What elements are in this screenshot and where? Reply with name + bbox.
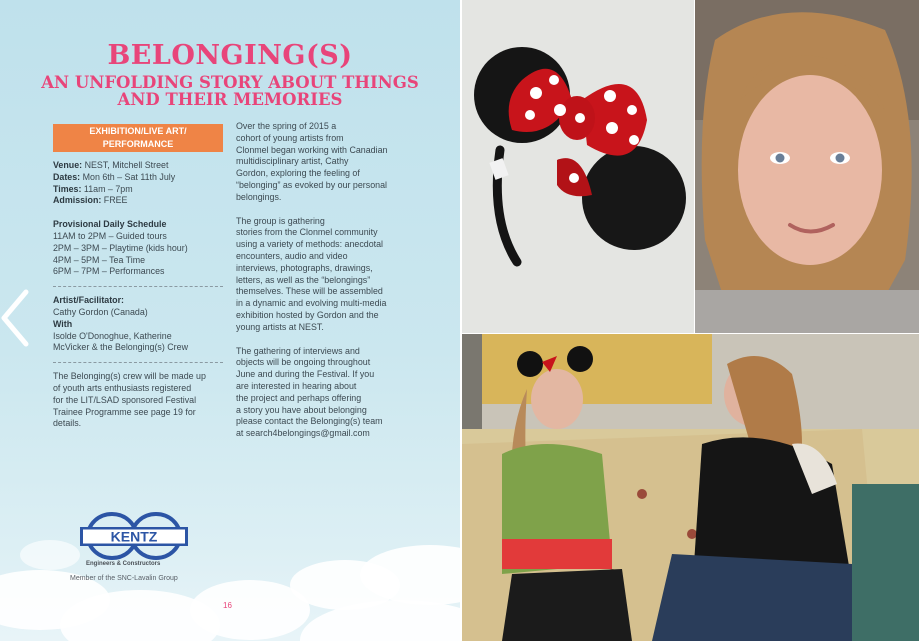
dates-line: Dates: Mon 6th – Sat 11th July	[53, 171, 176, 182]
divider	[53, 286, 223, 287]
schedule-item: 6PM – 7PM – Performances	[53, 266, 165, 277]
schedule-heading: Provisional Daily Schedule	[53, 219, 167, 230]
times-line: Times: 11am – 7pm	[53, 183, 133, 194]
schedule-item: 4PM – 5PM – Tea Time	[53, 254, 146, 265]
page-subtitle: AN UNFOLDING STORY ABOUT THINGS AND THEIR MEMORIES	[41, 73, 419, 109]
photo-minnie-ears	[462, 0, 694, 333]
sponsor-group: Member of the SNC-Lavalin Group	[70, 575, 178, 582]
contact-paragraph: The gathering of interviews and objects will be ongoing throughout June and during the Festival. If you are interested in hearing about the project and perhaps offering a story you have about belonging please contact the Belonging(s) team at search4belongings@gmail.com	[236, 345, 383, 439]
previous-page-arrow[interactable]	[0, 288, 30, 348]
photo-portrait	[695, 0, 919, 333]
artist-name: Cathy Gordon (Canada)	[53, 306, 148, 317]
body-text-column	[236, 121, 406, 440]
page-title: BELONGING(S)	[107, 40, 353, 71]
kentz-logo	[74, 512, 194, 562]
event-details-column: Venue: NEST, Mitchell Street Dates: Mon 6th – Sat 11th July Times: 11am – 7pm Admission: FREE Provisional Daily Schedule 11AM to 2PM – Guided tours 2PM – 3PM – Playtime (kids hour) 4PM – 5PM – Tea Time 6PM – 7PM – Performances Artist/Facilitator: Cathy Gordon (Canada) With Isolde O'Donoghue, Katherine McVicker & the Belonging(s) Crew The Belonging(s) crew will be made up of youth arts enthusiasts registered for the LIT/LSAD sponsored Festival Trainee Programme see page 19 for details.	[53, 160, 225, 430]
svg-text:KENTZ: KENTZ	[110, 528, 158, 545]
venue-line: Venue: NEST, Mitchell Street	[53, 160, 169, 170]
schedule-item: 11AM to 2PM – Guided tours	[53, 230, 167, 241]
schedule-item: 2PM – 3PM – Playtime (kids hour)	[53, 242, 188, 253]
artist-heading: Artist/Facilitator:	[53, 295, 125, 306]
event-category-tag: EXHIBITION/LIVE ART/ PERFORMANCE	[53, 124, 223, 152]
with-label: With	[53, 318, 73, 329]
divider	[53, 362, 223, 363]
page-number: 16	[223, 601, 232, 610]
methods-paragraph: The group is gathering stories from the Clonmel community using a variety of methods: anecdotal encounters, audio and video interviews, photographs, drawings, letters, as well as the “belongings” themselves. These will be assembled in a dynamic and evolving multi-media exhibition hosted by Gordon and the young artists at NEST.	[236, 215, 387, 332]
intro-paragraph: Over the spring of 2015 a cohort of young artists from Clonmel began working with Canadian multidisciplinary artist, Cathy Gordon, exploring the feeling of “belonging” as evoked by our personal belongings.	[236, 121, 388, 202]
sponsor-tagline: Engineers & Constructors	[86, 561, 161, 567]
photo-group-on-sofa	[462, 334, 919, 641]
admission-line: Admission: FREE	[53, 195, 128, 206]
crew-paragraph: The Belonging(s) crew will be made up of youth arts enthusiasts registered for the LIT/LSAD sponsored Festival Trainee Programme see page 19 for details.	[53, 371, 206, 429]
